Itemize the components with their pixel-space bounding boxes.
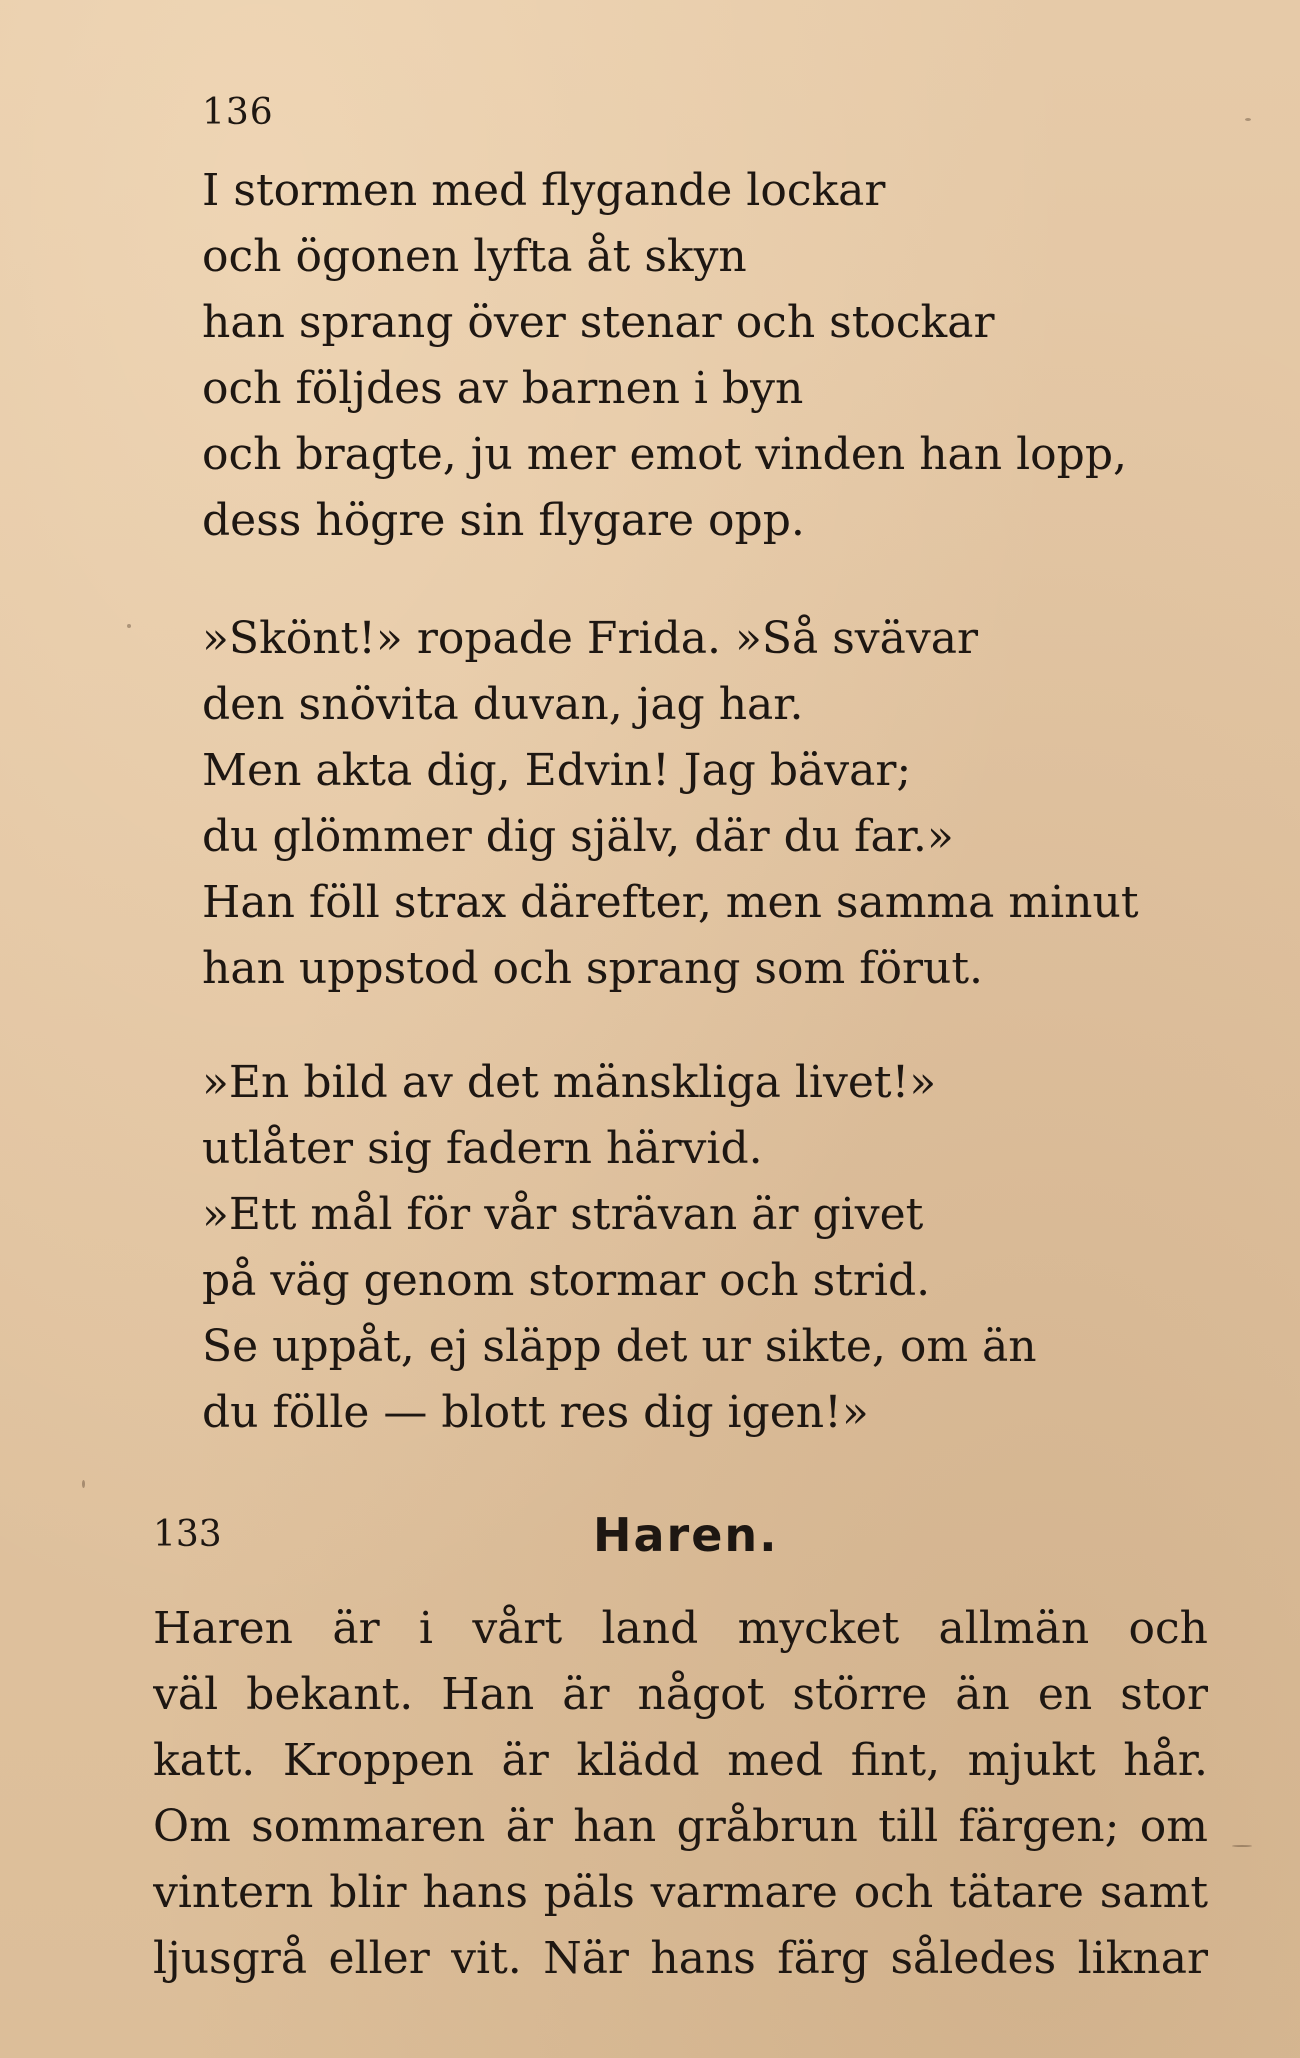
poem-line: och följdes av barnen i byn [202,363,804,414]
poem-line: du fölle — blott res dig igen!» [202,1387,869,1438]
poem-line: »En bild av det mänskliga livet!» [202,1057,937,1108]
paper-speck [82,1480,85,1488]
paper-speck [1245,118,1251,121]
poem-stanza-1 [202,158,1202,554]
poem-line: den snövita duvan, jag har. [202,679,804,730]
prose-line: ljusgrå eller vit. När hans färg således liknar [153,1933,1208,1984]
poem-line: på väg genom stormar och strid. [202,1255,931,1306]
prose-line: Om sommaren är han gråbrun till färgen; om [153,1801,1208,1852]
prose-line: vintern blir hans päls varmare och tätare samt [153,1867,1208,1918]
poem-line: och ögonen lyfta åt skyn [202,231,747,282]
poem-stanza-3 [202,1050,1202,1446]
poem-line: »Ett mål för vår strävan är givet [202,1189,924,1240]
poem-line: Se uppåt, ej släpp det ur sikte, om än [202,1321,1037,1372]
section-number: 133 [153,1514,222,1555]
prose-line: Haren är i vårt land mycket allmän och [153,1603,1208,1654]
poem-line: han uppstod och sprang som förut. [202,943,984,994]
poem-line: dess högre sin flygare opp. [202,495,805,546]
poem-line: I stormen med flygande lockar [202,165,886,216]
poem-line: »Skönt!» ropade Frida. »Så svävar [202,613,979,664]
poem-line: utlåter sig fadern härvid. [202,1123,763,1174]
poem-stanza-2 [202,606,1202,1002]
prose-line: väl bekant. Han är något större än en stor [153,1669,1208,1720]
poem-line: Han föll strax därefter, men samma minut [202,877,1139,928]
poem-line: och bragte, ju mer emot vinden han lopp, [202,429,1127,480]
section-header [153,1508,1208,1568]
paper-speck [1232,1845,1252,1847]
section-body [153,1596,1208,1992]
poem-line: Men akta dig, Edvin! Jag bävar; [202,745,912,796]
page-number: 136 [202,92,274,133]
paper-speck [127,624,131,628]
poem-line: du glömmer dig själv, där du far.» [202,811,954,862]
prose-line: katt. Kroppen är klädd med fint, mjukt hår. [153,1735,1208,1786]
poem-line: han sprang över stenar och stockar [202,297,995,348]
section-title: Haren. [593,1508,779,1562]
